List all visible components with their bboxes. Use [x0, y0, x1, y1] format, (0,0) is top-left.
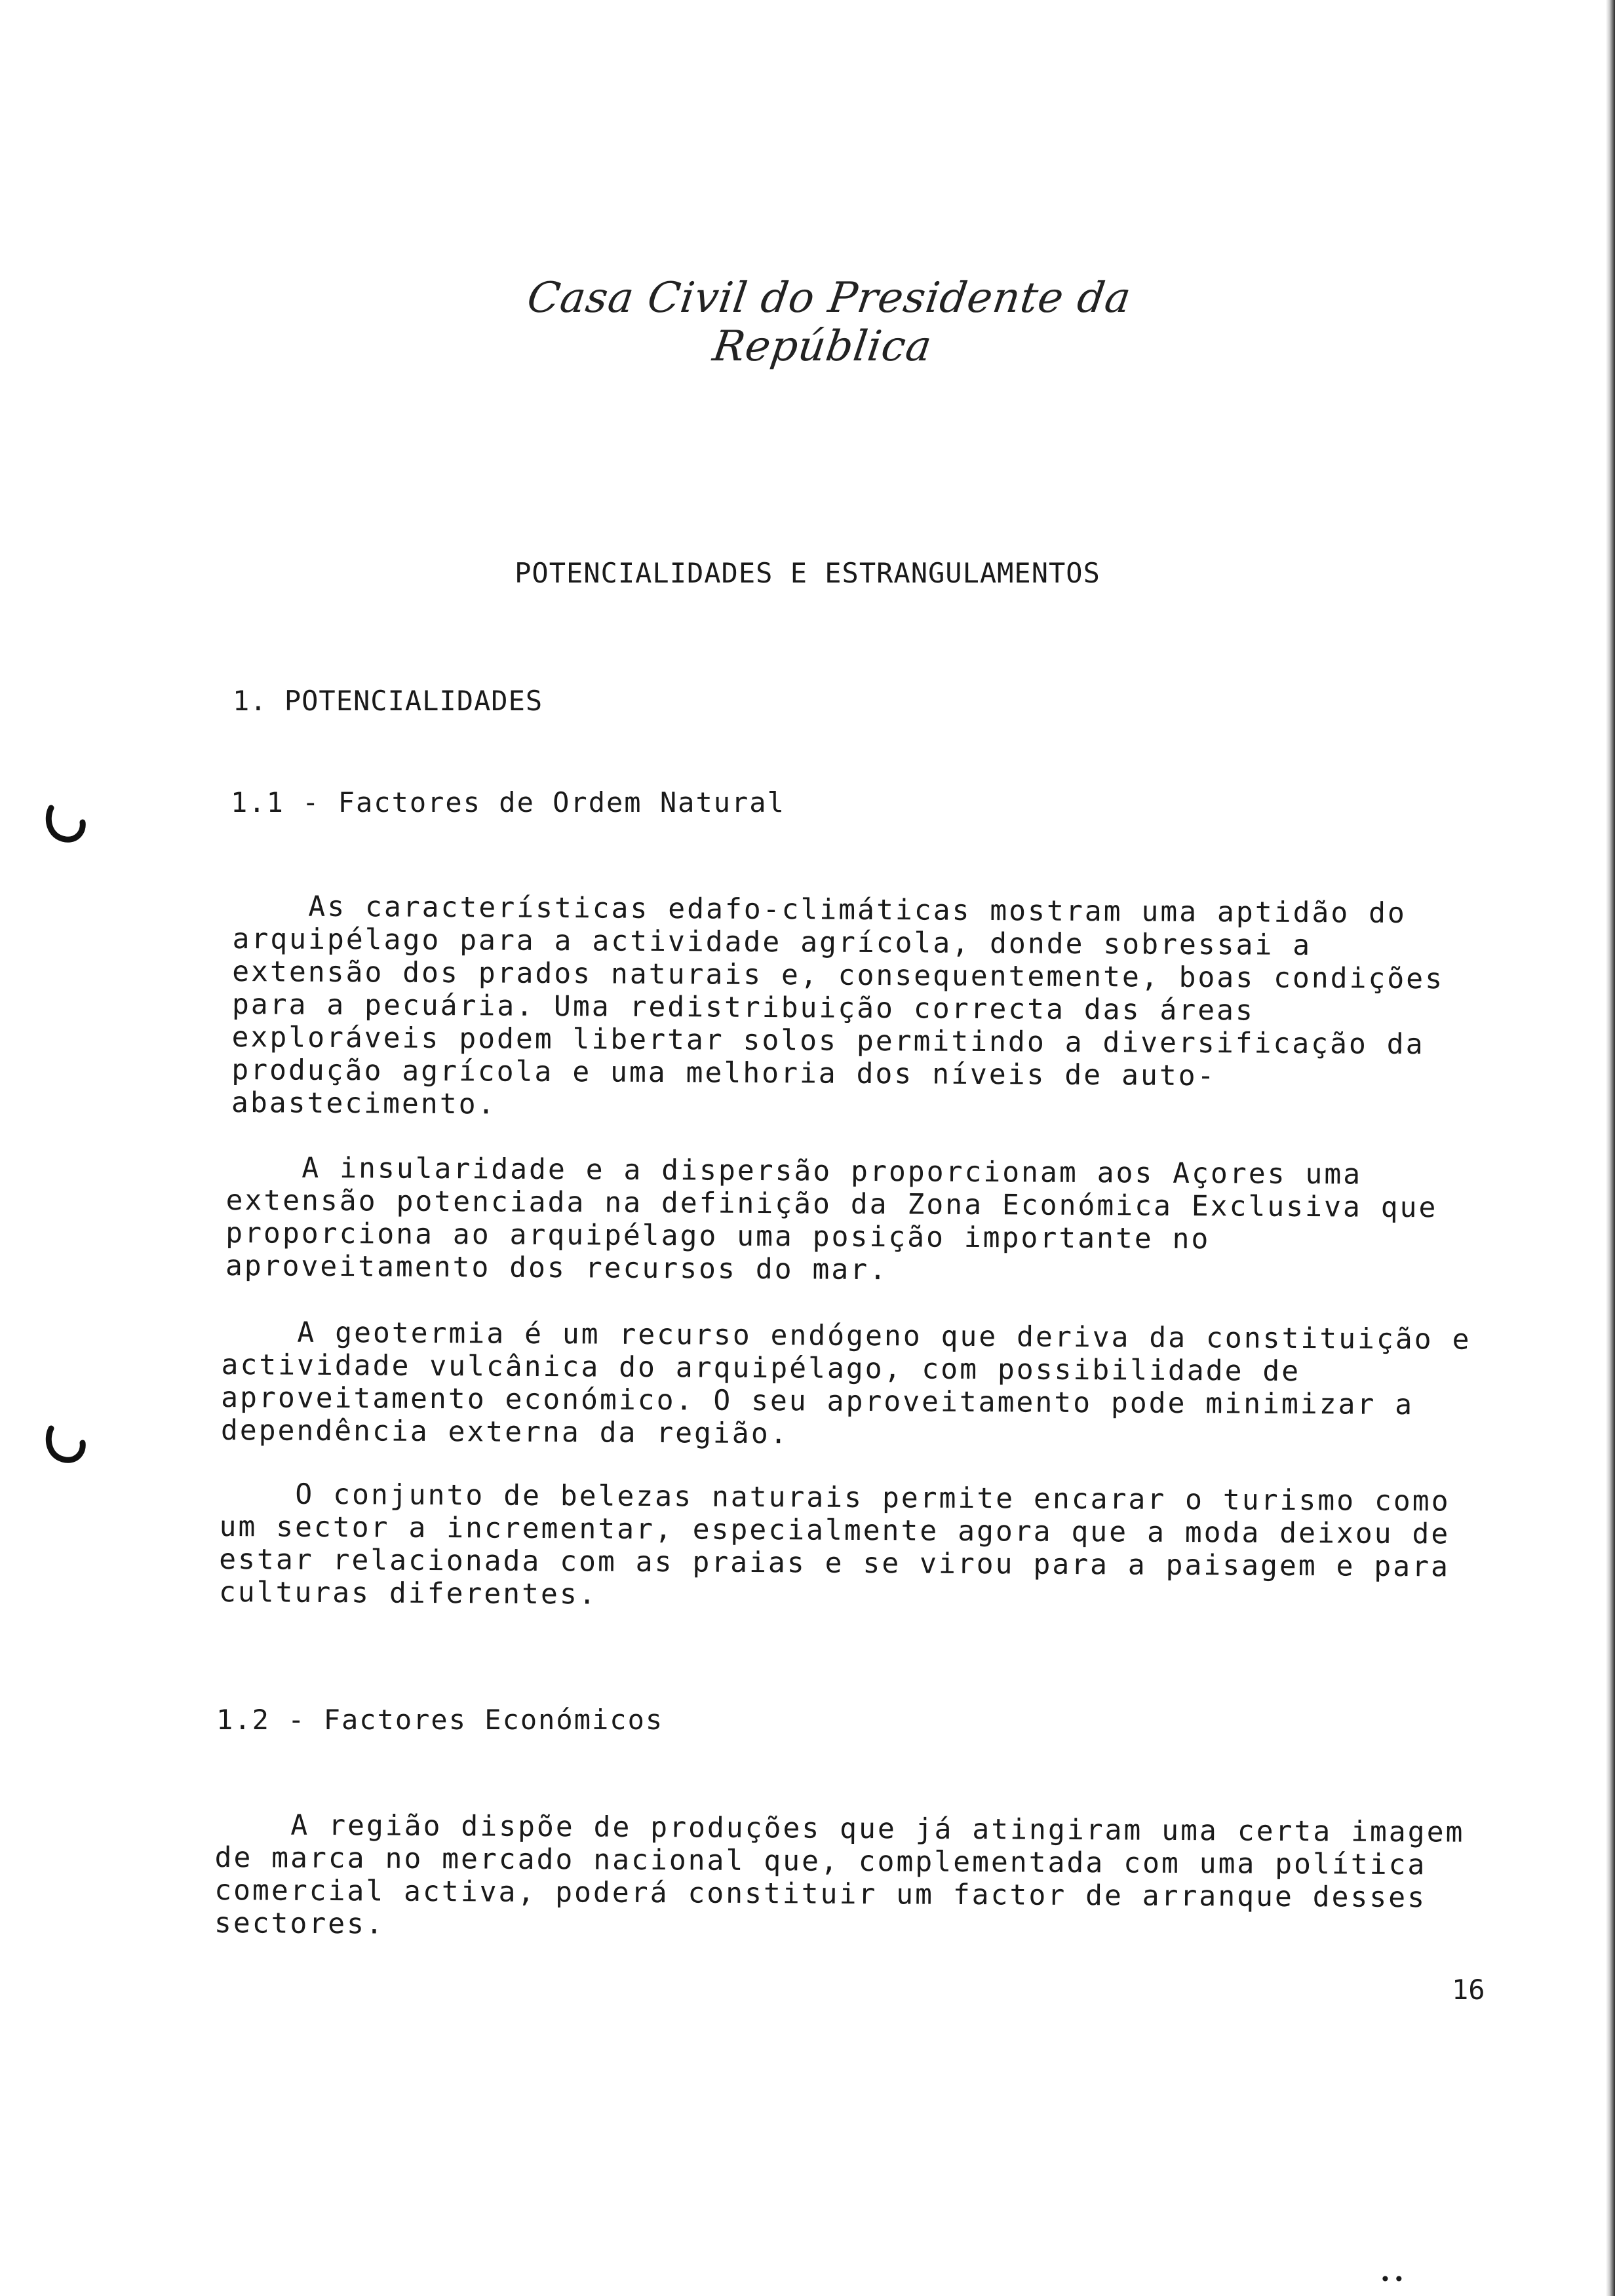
- stray-marks: ••: [1380, 2268, 1407, 2290]
- punch-hole-icon: [45, 1423, 87, 1465]
- paragraph-turismo: O conjunto de belezas naturais permite encarar o turismo como um sector a incrementar, especialmente agora que a moda deixou de estar relacionada com as praias e se virou para a paisagem e para culturas diferentes.: [218, 1478, 1450, 1611]
- scan-edge-shadow: [1606, 0, 1615, 2296]
- page-number: 16: [1452, 1974, 1485, 2006]
- paragraph-clima: As características edafo-climáticas mostram uma aptidão do arquipélago para a actividade agrícola, donde sobressai a extensão dos prados naturais e, consequentemente, boas condições para a pecuária. Uma redistribuição correcta das áreas exploráveis podem libertar solos permitindo a diversificação da produção agrícola e uma melhoria dos níveis de auto- abastecimento.: [231, 890, 1445, 1121]
- section-heading-potencialidades: 1. POTENCIALIDADES: [233, 685, 543, 717]
- subsection-heading-economicos: 1.2 - Factores Económicos: [216, 1704, 664, 1736]
- paragraph-insularidade: A insularidade e a dispersão proporcionam aos Açores uma extensão potenciada na definição da Zona Económica Exclusiva que proporciona ao arquipélago uma posição importante no aproveitamento dos recursos do mar.: [225, 1151, 1438, 1287]
- document-title: POTENCIALIDADES E ESTRANGULAMENTOS: [515, 557, 1100, 589]
- paragraph-producoes: A região dispõe de produções que já atingiram uma certa imagem de marca no mercado nacional que, complementada com uma política comercial activa, poderá constituir um factor de arranque desses sectores.: [214, 1808, 1465, 1941]
- paragraph-geotermia: A geotermia é um recurso endógeno que deriva da constituição e actividade vulcânica do arquipélago, com possibilidade de aproveitamento económico. O seu aproveitamento pode minimizar a dependência externa da região.: [220, 1316, 1471, 1451]
- subsection-heading-natural: 1.1 - Factores de Ordem Natural: [231, 786, 785, 818]
- punch-hole-icon: [45, 803, 87, 845]
- letterhead-signature: Casa Civil do Presidente da República: [524, 274, 1135, 371]
